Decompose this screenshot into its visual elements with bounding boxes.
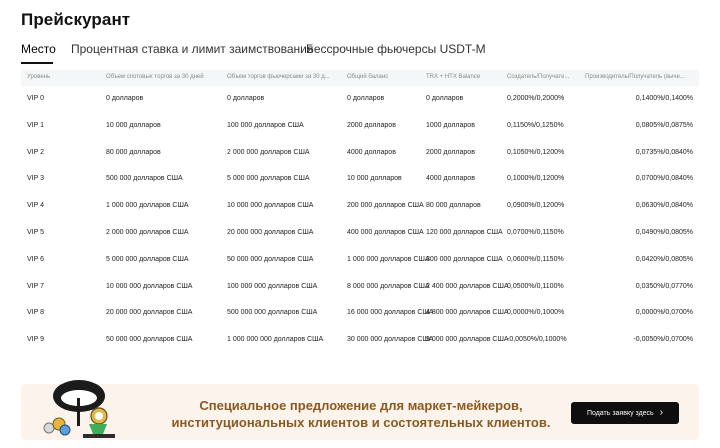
cell-trx-balance: 0 долларов bbox=[426, 95, 464, 102]
cell-level: VIP 0 bbox=[27, 95, 44, 102]
cell-maker-taker: 0,2000%/0,2000% bbox=[507, 95, 565, 102]
tab-interest-rate-label: Процентная ставка и лимит заимствования bbox=[71, 42, 314, 56]
cell-futures-volume: 50 000 000 долларов США bbox=[227, 255, 314, 263]
cell-spot-volume: 5 000 000 долларов США bbox=[106, 255, 189, 263]
table-body bbox=[21, 86, 699, 354]
cell-futures-volume: 2 000 000 долларов США bbox=[227, 148, 310, 156]
cell-spot-volume: 20 000 000 долларов США bbox=[106, 309, 193, 317]
table-row bbox=[21, 327, 699, 354]
cell-futures-volume: 100 000 долларов США bbox=[227, 121, 304, 129]
cell-maker-taker-deduction: 0,0000%/0,0700% bbox=[635, 309, 693, 317]
cell-futures-volume: 0 долларов bbox=[227, 95, 265, 102]
cell-total-balance: 30 000 000 долларов США bbox=[347, 336, 434, 344]
cell-level: VIP 6 bbox=[27, 255, 44, 263]
promo-text: Специальное предложение для маркет-мейкеров, институциональных клиентов и состоятельных клиентов. bbox=[171, 398, 551, 430]
promo-illustration-icon bbox=[37, 384, 133, 440]
cell-maker-taker-deduction: 0,1400%/0,1400% bbox=[635, 95, 693, 102]
cell-total-balance: 400 000 долларов США bbox=[347, 228, 424, 236]
cell-spot-volume: 1 000 000 долларов США bbox=[106, 202, 189, 210]
column-header-spot-volume: Объем спотовых торгов за 30 дней bbox=[106, 74, 204, 80]
cell-maker-taker-deduction: 0,0630%/0,0840% bbox=[635, 202, 693, 210]
cell-maker-taker-deduction: 0,0735%/0,0840% bbox=[635, 148, 693, 156]
cell-spot-volume: 10 000 долларов bbox=[106, 121, 161, 129]
table-row bbox=[21, 300, 699, 327]
cell-total-balance: 4000 долларов bbox=[347, 148, 396, 156]
cell-maker-taker: 0,1050%/0,1200% bbox=[507, 148, 565, 156]
tab-spot-label: Место bbox=[21, 42, 56, 56]
table-row bbox=[21, 140, 699, 167]
apply-button[interactable] bbox=[571, 402, 679, 424]
cell-level: VIP 9 bbox=[27, 336, 44, 344]
apply-button-label: Подать заявку здесь bbox=[586, 409, 654, 417]
table-header bbox=[21, 70, 699, 86]
column-header-total-balance: Общий баланс bbox=[347, 74, 389, 80]
cell-maker-taker: 0,1150%/0,1250% bbox=[507, 121, 564, 129]
cell-maker-taker-deduction: 0,0805%/0,0875% bbox=[635, 121, 693, 129]
cell-spot-volume: 10 000 000 долларов США bbox=[106, 282, 193, 290]
cell-spot-volume: 2 000 000 долларов США bbox=[106, 228, 189, 236]
column-header-trx-balance: TRX + HTX Balance bbox=[426, 74, 481, 80]
cell-maker-taker: 0,0500%/0,1100% bbox=[507, 282, 564, 290]
cell-maker-taker: -0,0050%/0,1000% bbox=[507, 336, 567, 344]
cell-maker-taker-deduction: -0,0050%/0,0700% bbox=[633, 336, 693, 344]
cell-total-balance: 1 000 000 долларов США bbox=[347, 255, 430, 263]
cell-futures-volume: 10 000 000 долларов США bbox=[227, 202, 314, 210]
cell-trx-balance: 300 000 долларов США bbox=[426, 255, 503, 263]
cell-maker-taker: 0,0000%/0,1000% bbox=[507, 309, 565, 317]
column-header-maker-taker: Создатель/Получате... bbox=[507, 74, 570, 80]
cell-trx-balance: 4 800 000 долларов США bbox=[426, 309, 509, 317]
tab-spot[interactable] bbox=[21, 42, 56, 56]
chevron-right-icon: › bbox=[659, 407, 664, 418]
cell-total-balance: 16 000 000 долларов США bbox=[347, 309, 434, 317]
table-row bbox=[21, 166, 699, 193]
cell-maker-taker-deduction: 0,0490%/0,0805% bbox=[635, 228, 693, 236]
fee-table bbox=[21, 70, 699, 354]
cell-trx-balance: 2 400 000 долларов США bbox=[426, 282, 509, 290]
table-row bbox=[21, 113, 699, 140]
table-row bbox=[21, 220, 699, 247]
cell-level: VIP 2 bbox=[27, 148, 44, 156]
tab-bar bbox=[21, 42, 701, 66]
tab-usdt-futures-label: Бессрочные фьючерсы USDT-M bbox=[306, 42, 486, 56]
cell-spot-volume: 0 долларов bbox=[106, 95, 144, 102]
cell-total-balance: 0 долларов bbox=[347, 95, 385, 102]
table-row bbox=[21, 274, 699, 301]
cell-trx-balance: 80 000 долларов bbox=[426, 202, 481, 210]
cell-trx-balance: 120 000 долларов США bbox=[426, 228, 503, 236]
cell-level: VIP 3 bbox=[27, 175, 44, 183]
active-tab-indicator bbox=[21, 62, 53, 64]
cell-maker-taker: 0,0700%/0,1150% bbox=[507, 228, 564, 236]
cell-maker-taker: 0,1000%/0,1200% bbox=[507, 175, 565, 183]
column-header-futures-volume: Объем торгов фьючерсами за 30 д... bbox=[227, 74, 330, 80]
cell-level: VIP 1 bbox=[27, 121, 44, 129]
cell-futures-volume: 20 000 000 долларов США bbox=[227, 228, 314, 236]
column-header-maker-taker-deduction: Производитель/Получатель (выче... bbox=[585, 74, 685, 80]
cell-total-balance: 200 000 долларов США bbox=[347, 202, 424, 210]
cell-futures-volume: 5 000 000 долларов США bbox=[227, 175, 310, 183]
cell-level: VIP 5 bbox=[27, 228, 44, 236]
cell-total-balance: 2000 долларов bbox=[347, 121, 396, 129]
tab-usdt-futures[interactable] bbox=[306, 42, 486, 56]
promo-banner bbox=[21, 384, 699, 440]
cell-trx-balance: 1000 долларов bbox=[426, 121, 475, 129]
cell-futures-volume: 1 000 000 000 долларов США bbox=[227, 336, 324, 344]
table-row bbox=[21, 247, 699, 274]
cell-futures-volume: 100 000 000 долларов США bbox=[227, 282, 318, 290]
cell-futures-volume: 500 000 000 долларов США bbox=[227, 309, 318, 317]
tab-interest-rate[interactable] bbox=[71, 42, 313, 56]
cell-level: VIP 7 bbox=[27, 282, 44, 290]
cell-maker-taker: 0,0600%/0,1150% bbox=[507, 255, 564, 263]
cell-spot-volume: 50 000 000 долларов США bbox=[106, 336, 193, 344]
cell-total-balance: 10 000 долларов bbox=[347, 175, 402, 183]
cell-level: VIP 8 bbox=[27, 309, 44, 317]
cell-maker-taker: 0,0900%/0,1200% bbox=[507, 202, 565, 210]
column-header-level: Уровень bbox=[27, 74, 51, 80]
cell-level: VIP 4 bbox=[27, 202, 44, 210]
cell-trx-balance: 2000 долларов bbox=[426, 148, 475, 156]
table-row bbox=[21, 86, 699, 113]
cell-trx-balance: 4000 долларов bbox=[426, 175, 475, 183]
cell-spot-volume: 80 000 долларов bbox=[106, 148, 161, 156]
cell-maker-taker-deduction: 0,0700%/0,0840% bbox=[635, 175, 693, 183]
cell-maker-taker-deduction: 0,0420%/0,0805% bbox=[635, 255, 693, 263]
cell-total-balance: 8 000 000 долларов США bbox=[347, 282, 430, 290]
cell-trx-balance: 9 000 000 долларов США bbox=[426, 336, 509, 344]
cell-maker-taker-deduction: 0,0350%/0,0770% bbox=[635, 282, 693, 290]
cell-spot-volume: 500 000 долларов США bbox=[106, 175, 183, 183]
page-title: Прейскурант bbox=[21, 10, 131, 29]
table-row bbox=[21, 193, 699, 220]
